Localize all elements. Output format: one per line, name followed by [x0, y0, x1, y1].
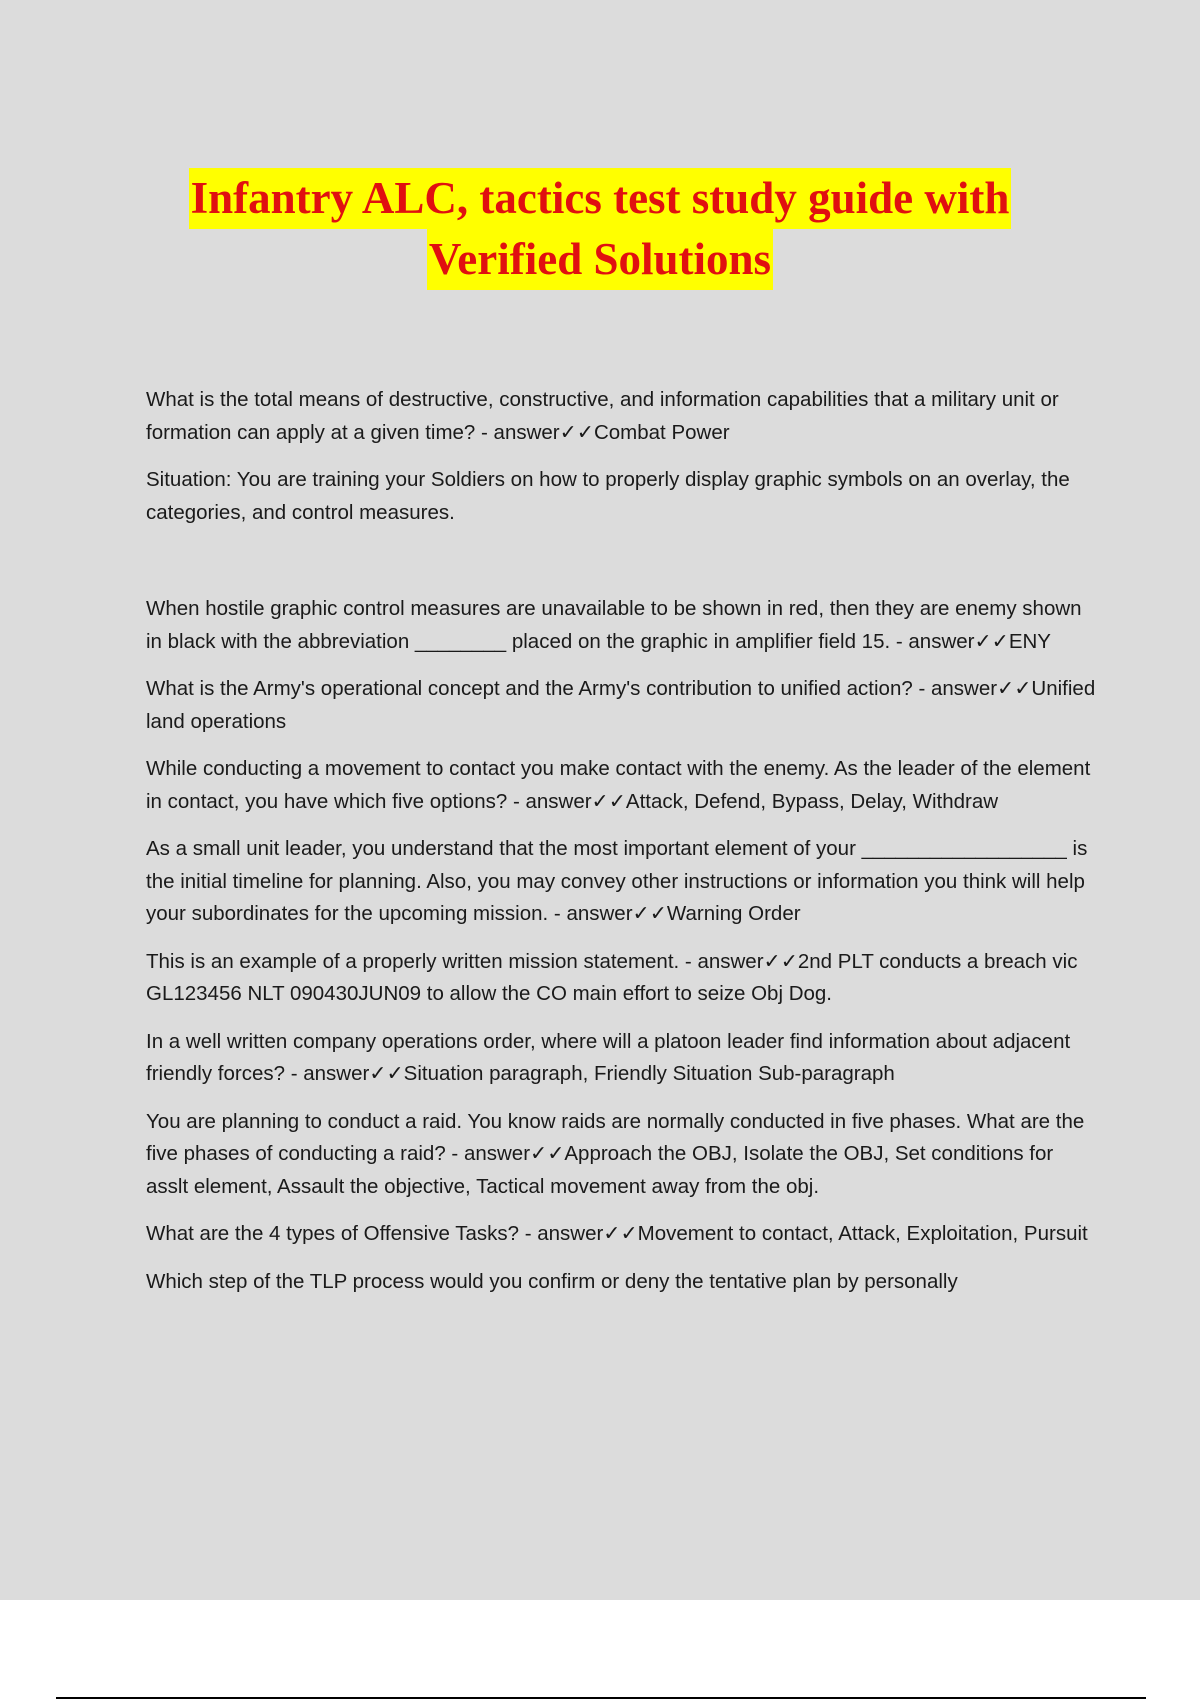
paragraph-unified-land-operations: What is the Army's operational concept and the Army's contribution to unified action? - answer✓✓Unified land operations — [146, 677, 1096, 733]
title-line-2: Verified Solutions — [427, 229, 773, 290]
paragraph-mission-statement: This is an example of a properly written mission statement. - answer✓✓2nd PLT conducts a breach vic GL123456 NLT 090430JUN09 to allow the CO main effort to seize Obj Dog. — [146, 949, 1078, 1005]
paragraph-situation: Situation: You are training your Soldiers on how to properly display graphic symbols on an overlay, the categories, and control measures. — [146, 468, 1070, 524]
paragraph-five-options: While conducting a movement to contact you make contact with the enemy. As the leader of the element in contact, you have which five options? - answer✓✓Attack, Defend, Bypass, Delay, Withdraw — [146, 757, 1091, 813]
paragraph-raid-phases: You are planning to conduct a raid. You know raids are normally conducted in five phases. What are the five phases of conducting a raid? - answer✓✓Approach the OBJ, Isolate the OBJ, Set conditions for asslt element, Assault the objective, Tactical movement away from the obj. — [146, 1109, 1085, 1198]
document-title — [0, 168, 1200, 290]
title-line-1: Infantry ALC, tactics test study guide with — [189, 168, 1012, 229]
paragraph-eny: When hostile graphic control measures are unavailable to be shown in red, then they are enemy shown in black with the abbreviation ________ placed on the graphic in amplifier field 15. - answer✓✓ENY — [146, 597, 1082, 653]
paragraph-tlp-step: Which step of the TLP process would you confirm or deny the tentative plan by personally — [146, 1269, 958, 1293]
paragraph-adjacent-forces: In a well written company operations order, where will a platoon leader find information about adjacent friendly forces? - answer✓✓Situation paragraph, Friendly Situation Sub-paragraph — [146, 1029, 1071, 1085]
paragraph-offensive-tasks: What are the 4 types of Offensive Tasks? - answer✓✓Movement to contact, Attack, Exploitation, Pursuit — [146, 1222, 1088, 1245]
paragraph-warning-order: As a small unit leader, you understand that the most important element of your __________________ is the initial timeline for planning. Also, you may convey other instructions or information you think will help your subordinates for the upcoming mission. - answer✓✓Warning Order — [146, 837, 1088, 925]
document-body — [146, 384, 1096, 1313]
paragraph-combat-power: What is the total means of destructive, constructive, and information capabilities that a military unit or formation can apply at a given time? - answer✓✓Combat Power — [146, 388, 1059, 444]
bottom-divider — [56, 1697, 1146, 1699]
